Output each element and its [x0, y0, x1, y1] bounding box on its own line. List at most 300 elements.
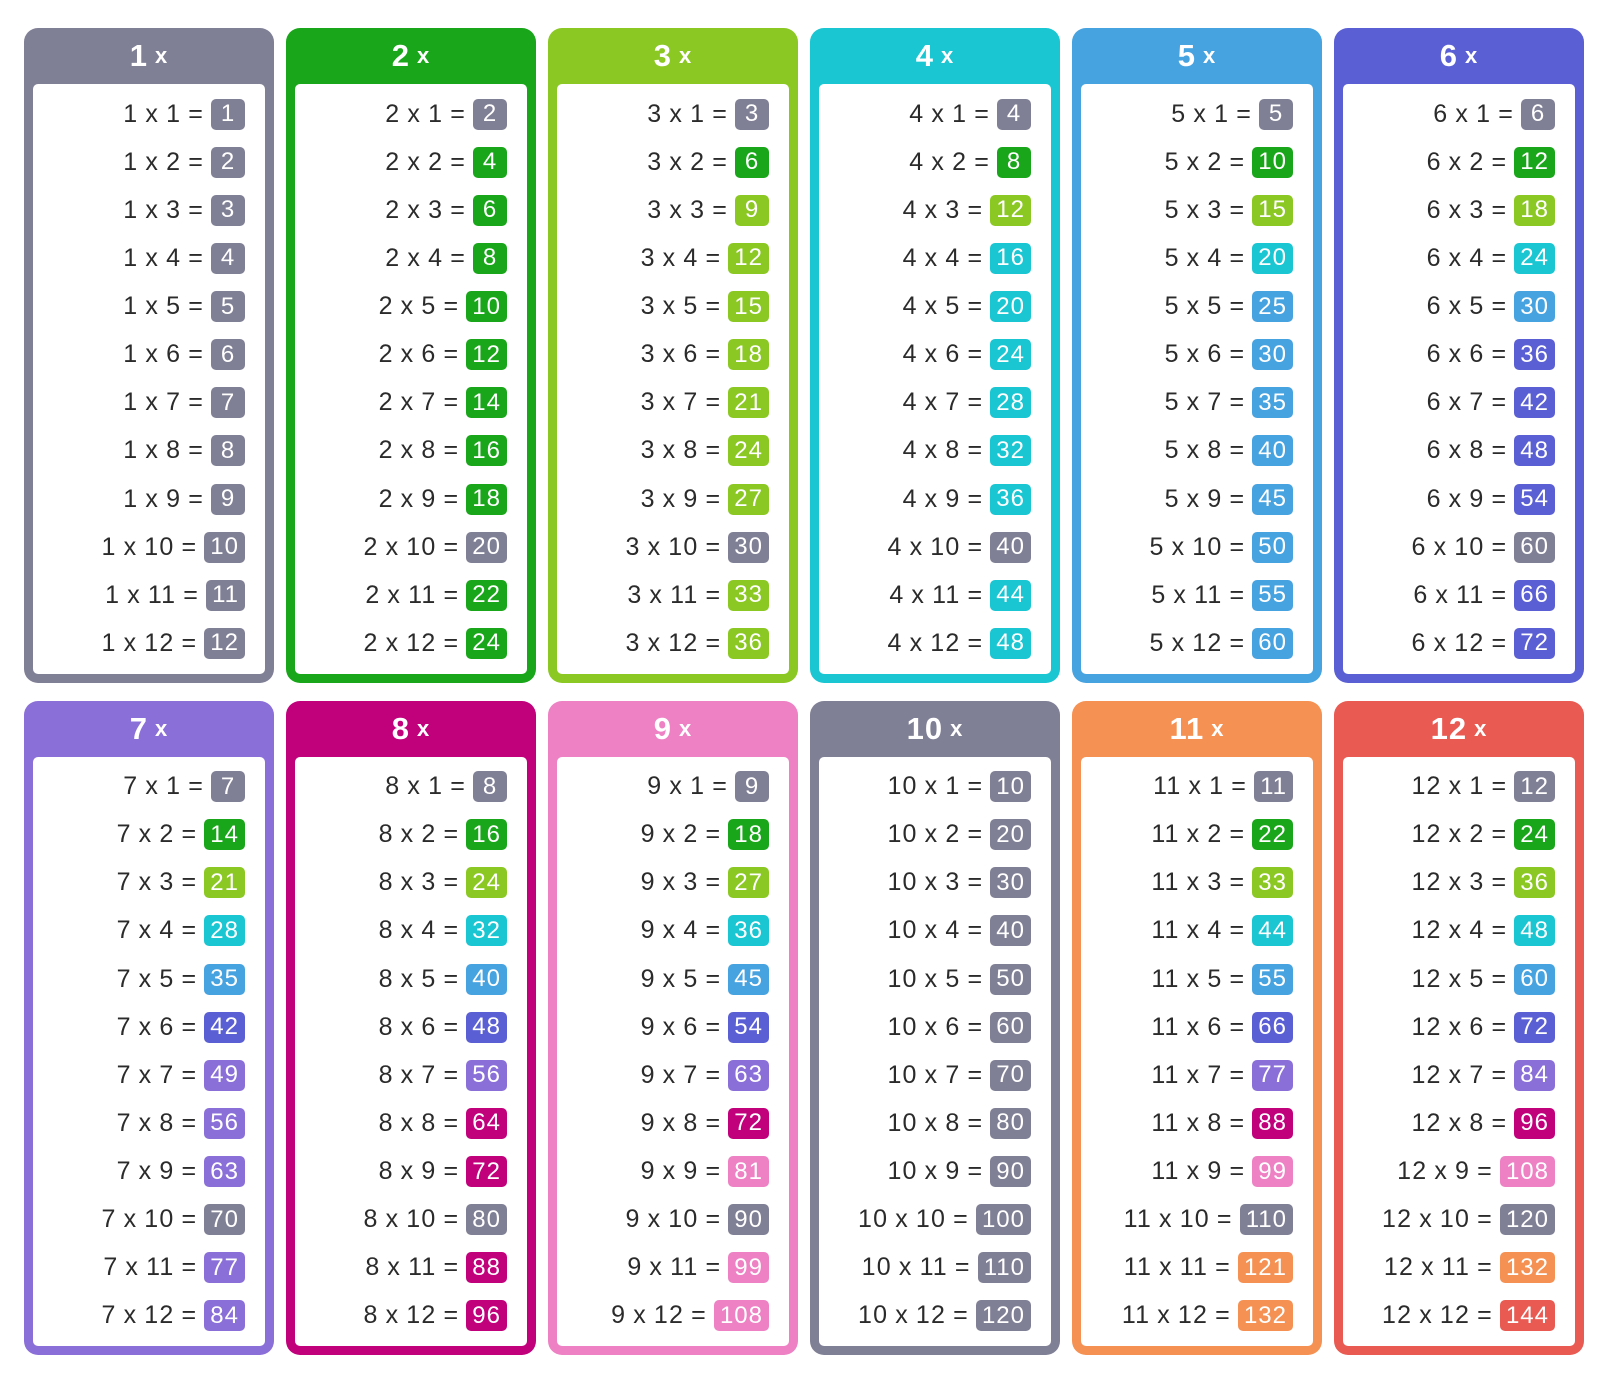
- product-badge: 121: [1238, 1252, 1293, 1283]
- times-symbol: x: [924, 484, 939, 513]
- table-row: [819, 1009, 1051, 1045]
- equals-symbol: =: [443, 1108, 460, 1137]
- table-row: [33, 144, 265, 180]
- table-card-body-3: [557, 84, 789, 674]
- factor-a: 12: [1382, 1301, 1413, 1330]
- equation-expression: [363, 629, 466, 658]
- factor-b: 9: [1207, 484, 1223, 513]
- times-symbol: x: [662, 1060, 677, 1089]
- equals-symbol: =: [443, 1301, 460, 1330]
- factor-a: 9: [647, 772, 663, 801]
- product-badge: 45: [1252, 484, 1293, 515]
- equals-symbol: =: [181, 964, 198, 993]
- equation-expression: [365, 1253, 466, 1282]
- product-badge: 18: [466, 484, 507, 515]
- equation-expression: [1411, 1061, 1514, 1090]
- times-symbol: x: [145, 292, 160, 321]
- equation-expression: [1151, 965, 1252, 994]
- equation-expression: [887, 820, 990, 849]
- table-row: [557, 96, 789, 132]
- factor-a: 8: [378, 820, 394, 849]
- equals-symbol: =: [188, 99, 204, 128]
- equation-expression: [887, 772, 990, 801]
- product-badge: 44: [990, 580, 1031, 611]
- table-row: [1343, 240, 1575, 276]
- equation-expression: [1151, 868, 1252, 897]
- table-row: [557, 1009, 789, 1045]
- times-symbol: x: [1193, 99, 1208, 128]
- product-badge: 14: [466, 387, 507, 418]
- factor-b: 2: [1469, 820, 1485, 849]
- product-badge: 70: [990, 1060, 1031, 1091]
- times-symbol: x: [1186, 388, 1201, 417]
- equals-symbol: =: [1229, 243, 1246, 272]
- equation-expression: [117, 1013, 205, 1042]
- table-card-4: [810, 28, 1060, 683]
- equals-symbol: =: [1491, 1012, 1508, 1041]
- product-badge: 84: [204, 1300, 245, 1331]
- factor-a: 1: [123, 292, 139, 321]
- table-row: [1081, 625, 1313, 661]
- factor-a: 10: [887, 868, 918, 897]
- times-symbol: x: [662, 1012, 677, 1041]
- factor-b: 3: [421, 868, 437, 897]
- product-badge: 35: [1252, 387, 1293, 418]
- equals-symbol: =: [188, 484, 204, 513]
- equation-expression: [379, 1157, 467, 1186]
- table-row: [33, 817, 265, 853]
- table-row: [1343, 1057, 1575, 1093]
- table-title: 3: [653, 38, 672, 73]
- times-symbol: x: [924, 243, 939, 272]
- table-row: [1081, 1202, 1313, 1238]
- times-symbol: x: [1433, 532, 1448, 561]
- factor-b: 8: [1207, 436, 1223, 465]
- times-symbol: x: [1186, 1012, 1201, 1041]
- factor-b: 4: [683, 916, 699, 945]
- table-row: [33, 385, 265, 421]
- table-card-body-7: [33, 757, 265, 1347]
- times-symbol: x: [145, 195, 160, 224]
- equation-expression: [123, 196, 211, 225]
- times-symbol: x: [924, 1060, 939, 1089]
- equation-expression: [1433, 100, 1521, 129]
- product-badge: 30: [728, 532, 769, 563]
- times-symbol: x: [145, 484, 160, 513]
- factor-b: 5: [421, 964, 437, 993]
- table-row: [1081, 385, 1313, 421]
- table-row: [33, 192, 265, 228]
- factor-a: 5: [1164, 388, 1180, 417]
- times-symbol: x: [1448, 772, 1463, 801]
- product-badge: 110: [978, 1252, 1031, 1283]
- equation-expression: [123, 485, 211, 514]
- equation-expression: [1165, 485, 1253, 514]
- factor-b: 6: [166, 340, 182, 369]
- times-symbol: x: [407, 772, 422, 801]
- equals-symbol: =: [967, 1012, 984, 1041]
- times-symbol: x: [387, 1253, 402, 1282]
- table-title-suffix: x: [950, 715, 964, 741]
- times-symbol: x: [138, 1060, 153, 1089]
- times-symbol: x: [400, 1157, 415, 1186]
- times-symbol: x: [400, 1060, 415, 1089]
- factor-b: 1: [690, 99, 706, 128]
- equation-expression: [887, 533, 990, 562]
- table-card-body-4: [819, 84, 1051, 674]
- equals-symbol: =: [967, 436, 984, 465]
- factor-b: 5: [945, 292, 961, 321]
- equation-expression: [862, 1253, 978, 1282]
- table-title: 5: [1177, 38, 1196, 73]
- product-badge: 2: [211, 147, 245, 178]
- times-symbol: x: [138, 820, 153, 849]
- factor-a: 2: [385, 243, 401, 272]
- factor-b: 3: [945, 868, 961, 897]
- factor-b: 11: [1194, 580, 1223, 609]
- factor-b: 1: [428, 772, 444, 801]
- factor-b: 4: [945, 916, 961, 945]
- equation-expression: [379, 292, 467, 321]
- table-row: [1343, 433, 1575, 469]
- factor-a: 5: [1164, 484, 1180, 513]
- factor-a: 7: [116, 964, 132, 993]
- equation-expression: [641, 436, 729, 465]
- times-symbol: x: [647, 532, 662, 561]
- factor-b: 4: [1207, 243, 1223, 272]
- factor-b: 3: [1469, 868, 1485, 897]
- equals-symbol: =: [1491, 388, 1508, 417]
- times-symbol: x: [400, 1108, 415, 1137]
- factor-a: 3: [647, 99, 663, 128]
- times-symbol: x: [1186, 820, 1201, 849]
- factor-a: 7: [116, 868, 132, 897]
- product-badge: 42: [204, 1012, 245, 1043]
- equals-symbol: =: [450, 147, 466, 176]
- factor-b: 9: [421, 1157, 437, 1186]
- product-badge: 18: [1514, 195, 1555, 226]
- factor-a: 11: [1151, 820, 1180, 849]
- equals-symbol: =: [967, 1157, 984, 1186]
- factor-a: 3: [625, 532, 641, 561]
- table-row: [819, 1202, 1051, 1238]
- factor-b: 6: [421, 1012, 437, 1041]
- factor-b: 8: [1207, 1108, 1223, 1137]
- factor-b: 4: [683, 243, 699, 272]
- equals-symbol: =: [188, 147, 204, 176]
- table-row: [295, 961, 527, 997]
- times-symbol: x: [924, 340, 939, 369]
- factor-a: 6: [1426, 388, 1442, 417]
- factor-b: 10: [144, 1205, 175, 1234]
- table-row: [1343, 337, 1575, 373]
- times-symbol: x: [931, 147, 946, 176]
- equals-symbol: =: [967, 628, 984, 657]
- equals-symbol: =: [705, 532, 722, 561]
- product-badge: 99: [728, 1252, 769, 1283]
- equals-symbol: =: [967, 532, 984, 561]
- product-badge: 27: [728, 867, 769, 898]
- factor-a: 2: [363, 532, 379, 561]
- table-row: [1343, 529, 1575, 565]
- factor-b: 8: [1469, 1108, 1485, 1137]
- factor-b: 11: [147, 580, 177, 609]
- table-row: [819, 337, 1051, 373]
- times-symbol: x: [924, 388, 939, 417]
- equation-expression: [903, 436, 991, 465]
- table-row: [1081, 1105, 1313, 1141]
- equals-symbol: =: [1491, 532, 1508, 561]
- factor-b: 1: [428, 99, 444, 128]
- times-symbol: x: [407, 99, 422, 128]
- product-badge: 32: [466, 915, 507, 946]
- factor-a: 12: [1382, 1205, 1413, 1234]
- times-symbol: x: [1448, 340, 1463, 369]
- table-row: [33, 433, 265, 469]
- table-title: 12: [1430, 710, 1468, 746]
- factor-a: 4: [909, 99, 925, 128]
- factor-b: 6: [945, 1012, 961, 1041]
- table-row: [819, 817, 1051, 853]
- factor-a: 6: [1426, 195, 1442, 224]
- times-symbol: x: [1186, 243, 1201, 272]
- factor-a: 11: [1151, 868, 1180, 897]
- factor-b: 8: [683, 1108, 699, 1137]
- equals-symbol: =: [967, 195, 984, 224]
- equation-expression: [1151, 1061, 1252, 1090]
- equals-symbol: =: [1491, 484, 1508, 513]
- equation-expression: [1151, 1157, 1252, 1186]
- table-card-9: [548, 701, 798, 1356]
- factor-a: 6: [1411, 628, 1427, 657]
- table-row: [295, 1298, 527, 1334]
- factor-b: 7: [1207, 388, 1223, 417]
- equals-symbol: =: [1229, 292, 1246, 321]
- product-badge: 21: [728, 387, 769, 418]
- factor-b: 9: [945, 1157, 961, 1186]
- equals-symbol: =: [1491, 292, 1508, 321]
- equation-expression: [641, 1109, 729, 1138]
- factor-a: 12: [1411, 868, 1442, 897]
- equation-expression: [903, 388, 991, 417]
- product-badge: 12: [1514, 147, 1555, 178]
- product-badge: 35: [204, 964, 245, 995]
- factor-b: 9: [1455, 1157, 1471, 1186]
- equation-expression: [379, 436, 467, 465]
- equals-symbol: =: [705, 340, 722, 369]
- equation-expression: [641, 1157, 729, 1186]
- factor-a: 8: [378, 964, 394, 993]
- factor-b: 4: [1207, 916, 1223, 945]
- table-card-header-4: [810, 28, 1060, 84]
- equals-symbol: =: [188, 388, 204, 417]
- table-row: [819, 240, 1051, 276]
- table-row: [819, 1105, 1051, 1141]
- product-badge: 30: [1514, 291, 1555, 322]
- times-symbol: x: [895, 1205, 909, 1234]
- table-row: [557, 817, 789, 853]
- table-row: [295, 625, 527, 661]
- factor-b: 8: [421, 1108, 437, 1137]
- equals-symbol: =: [450, 195, 466, 224]
- product-badge: 10: [1252, 147, 1293, 178]
- factor-a: 6: [1413, 580, 1429, 609]
- table-card-body-1: [33, 84, 265, 674]
- equation-expression: [1124, 1253, 1238, 1282]
- product-badge: 60: [1514, 532, 1555, 563]
- factor-b: 1: [1209, 772, 1225, 801]
- factor-a: 12: [1411, 820, 1442, 849]
- table-row: [295, 577, 527, 613]
- equals-symbol: =: [181, 1157, 198, 1186]
- equation-expression: [1411, 868, 1514, 897]
- equals-symbol: =: [443, 628, 460, 657]
- equation-expression: [385, 100, 473, 129]
- equation-expression: [887, 1157, 990, 1186]
- equals-symbol: =: [1229, 532, 1246, 561]
- times-symbol: x: [669, 195, 684, 224]
- equals-symbol: =: [181, 1253, 198, 1282]
- table-row: [1343, 144, 1575, 180]
- table-card-header-11: [1072, 701, 1322, 757]
- times-symbol: x: [385, 1301, 400, 1330]
- equation-expression: [1427, 340, 1515, 369]
- times-symbol: x: [400, 436, 415, 465]
- equation-expression: [1411, 533, 1514, 562]
- equation-expression: [379, 1013, 467, 1042]
- times-symbol: x: [1421, 1253, 1435, 1282]
- product-badge: 49: [204, 1060, 245, 1091]
- equals-symbol: =: [705, 1108, 722, 1137]
- factor-a: 3: [640, 243, 656, 272]
- equals-symbol: =: [443, 388, 460, 417]
- table-row: [295, 769, 527, 805]
- equals-symbol: =: [1229, 916, 1246, 945]
- equation-expression: [1411, 820, 1514, 849]
- equals-symbol: =: [1229, 1060, 1246, 1089]
- times-symbol: x: [1448, 292, 1463, 321]
- table-card-8: [286, 701, 536, 1356]
- equation-expression: [887, 1061, 990, 1090]
- equals-symbol: =: [443, 820, 460, 849]
- equation-expression: [903, 244, 991, 273]
- factor-a: 3: [640, 484, 656, 513]
- factor-b: 11: [1441, 1253, 1471, 1282]
- factor-b: 4: [159, 916, 175, 945]
- table-card-body-9: [557, 757, 789, 1347]
- factor-b: 3: [683, 868, 699, 897]
- table-card-body-11: [1081, 757, 1313, 1347]
- table-row: [819, 1057, 1051, 1093]
- equation-expression: [1427, 196, 1515, 225]
- times-symbol: x: [909, 628, 924, 657]
- table-row: [33, 1298, 265, 1334]
- table-card-body-8: [295, 757, 527, 1347]
- times-symbol: x: [145, 99, 160, 128]
- equals-symbol: =: [705, 628, 722, 657]
- table-row: [295, 865, 527, 901]
- times-symbol: x: [138, 868, 153, 897]
- equation-expression: [1411, 629, 1514, 658]
- product-badge: 40: [990, 532, 1031, 563]
- product-badge: 54: [728, 1012, 769, 1043]
- equation-expression: [1165, 340, 1253, 369]
- product-badge: 60: [1514, 964, 1555, 995]
- factor-a: 12: [1397, 1157, 1428, 1186]
- factor-a: 8: [378, 1108, 394, 1137]
- table-title-suffix: x: [1465, 43, 1479, 68]
- times-symbol: x: [924, 772, 939, 801]
- factor-a: 10: [887, 916, 918, 945]
- equation-expression: [1382, 1205, 1500, 1234]
- table-row: [1343, 96, 1575, 132]
- product-badge: 40: [1252, 435, 1293, 466]
- table-row: [1081, 1009, 1313, 1045]
- factor-b: 4: [945, 243, 961, 272]
- equals-symbol: =: [1229, 964, 1246, 993]
- times-symbol: x: [1186, 916, 1201, 945]
- factor-a: 4: [887, 532, 903, 561]
- equals-symbol: =: [953, 1205, 969, 1234]
- table-row: [295, 481, 527, 517]
- equals-symbol: =: [691, 1301, 707, 1330]
- table-row: [1081, 192, 1313, 228]
- equation-expression: [887, 629, 990, 658]
- equation-expression: [887, 1013, 990, 1042]
- factor-a: 12: [1411, 772, 1442, 801]
- factor-a: 8: [365, 1253, 381, 1282]
- factor-a: 12: [1411, 1012, 1442, 1041]
- equals-symbol: =: [705, 484, 722, 513]
- factor-a: 5: [1171, 99, 1187, 128]
- table-row: [557, 625, 789, 661]
- factor-a: 9: [640, 820, 656, 849]
- factor-a: 10: [861, 1253, 892, 1282]
- factor-b: 2: [421, 820, 437, 849]
- equals-symbol: =: [967, 484, 984, 513]
- factor-b: 11: [408, 1253, 437, 1282]
- equation-expression: [611, 1301, 714, 1330]
- equals-symbol: =: [1229, 820, 1246, 849]
- equation-expression: [101, 629, 204, 658]
- product-badge: 16: [466, 819, 507, 850]
- factor-a: 4: [902, 484, 918, 513]
- factor-b: 3: [1207, 868, 1223, 897]
- times-symbol: x: [1448, 243, 1463, 272]
- factor-a: 6: [1426, 243, 1442, 272]
- equals-symbol: =: [1229, 1012, 1246, 1041]
- times-symbol: x: [123, 532, 138, 561]
- times-symbol: x: [1448, 964, 1463, 993]
- factor-a: 9: [640, 1060, 656, 1089]
- factor-b: 6: [1207, 1012, 1223, 1041]
- equals-symbol: =: [1498, 99, 1514, 128]
- equation-expression: [101, 1205, 204, 1234]
- factor-b: 11: [146, 1253, 175, 1282]
- table-row: [557, 1154, 789, 1190]
- product-badge: 44: [1252, 915, 1293, 946]
- factor-b: 6: [683, 340, 699, 369]
- equation-expression: [117, 1061, 205, 1090]
- equation-expression: [105, 581, 206, 610]
- times-symbol: x: [385, 1205, 400, 1234]
- product-badge: 10: [990, 771, 1031, 802]
- factor-a: 5: [1164, 436, 1180, 465]
- product-badge: 8: [211, 435, 245, 466]
- factor-b: 1: [952, 99, 968, 128]
- factor-b: 7: [166, 388, 182, 417]
- equals-symbol: =: [443, 868, 460, 897]
